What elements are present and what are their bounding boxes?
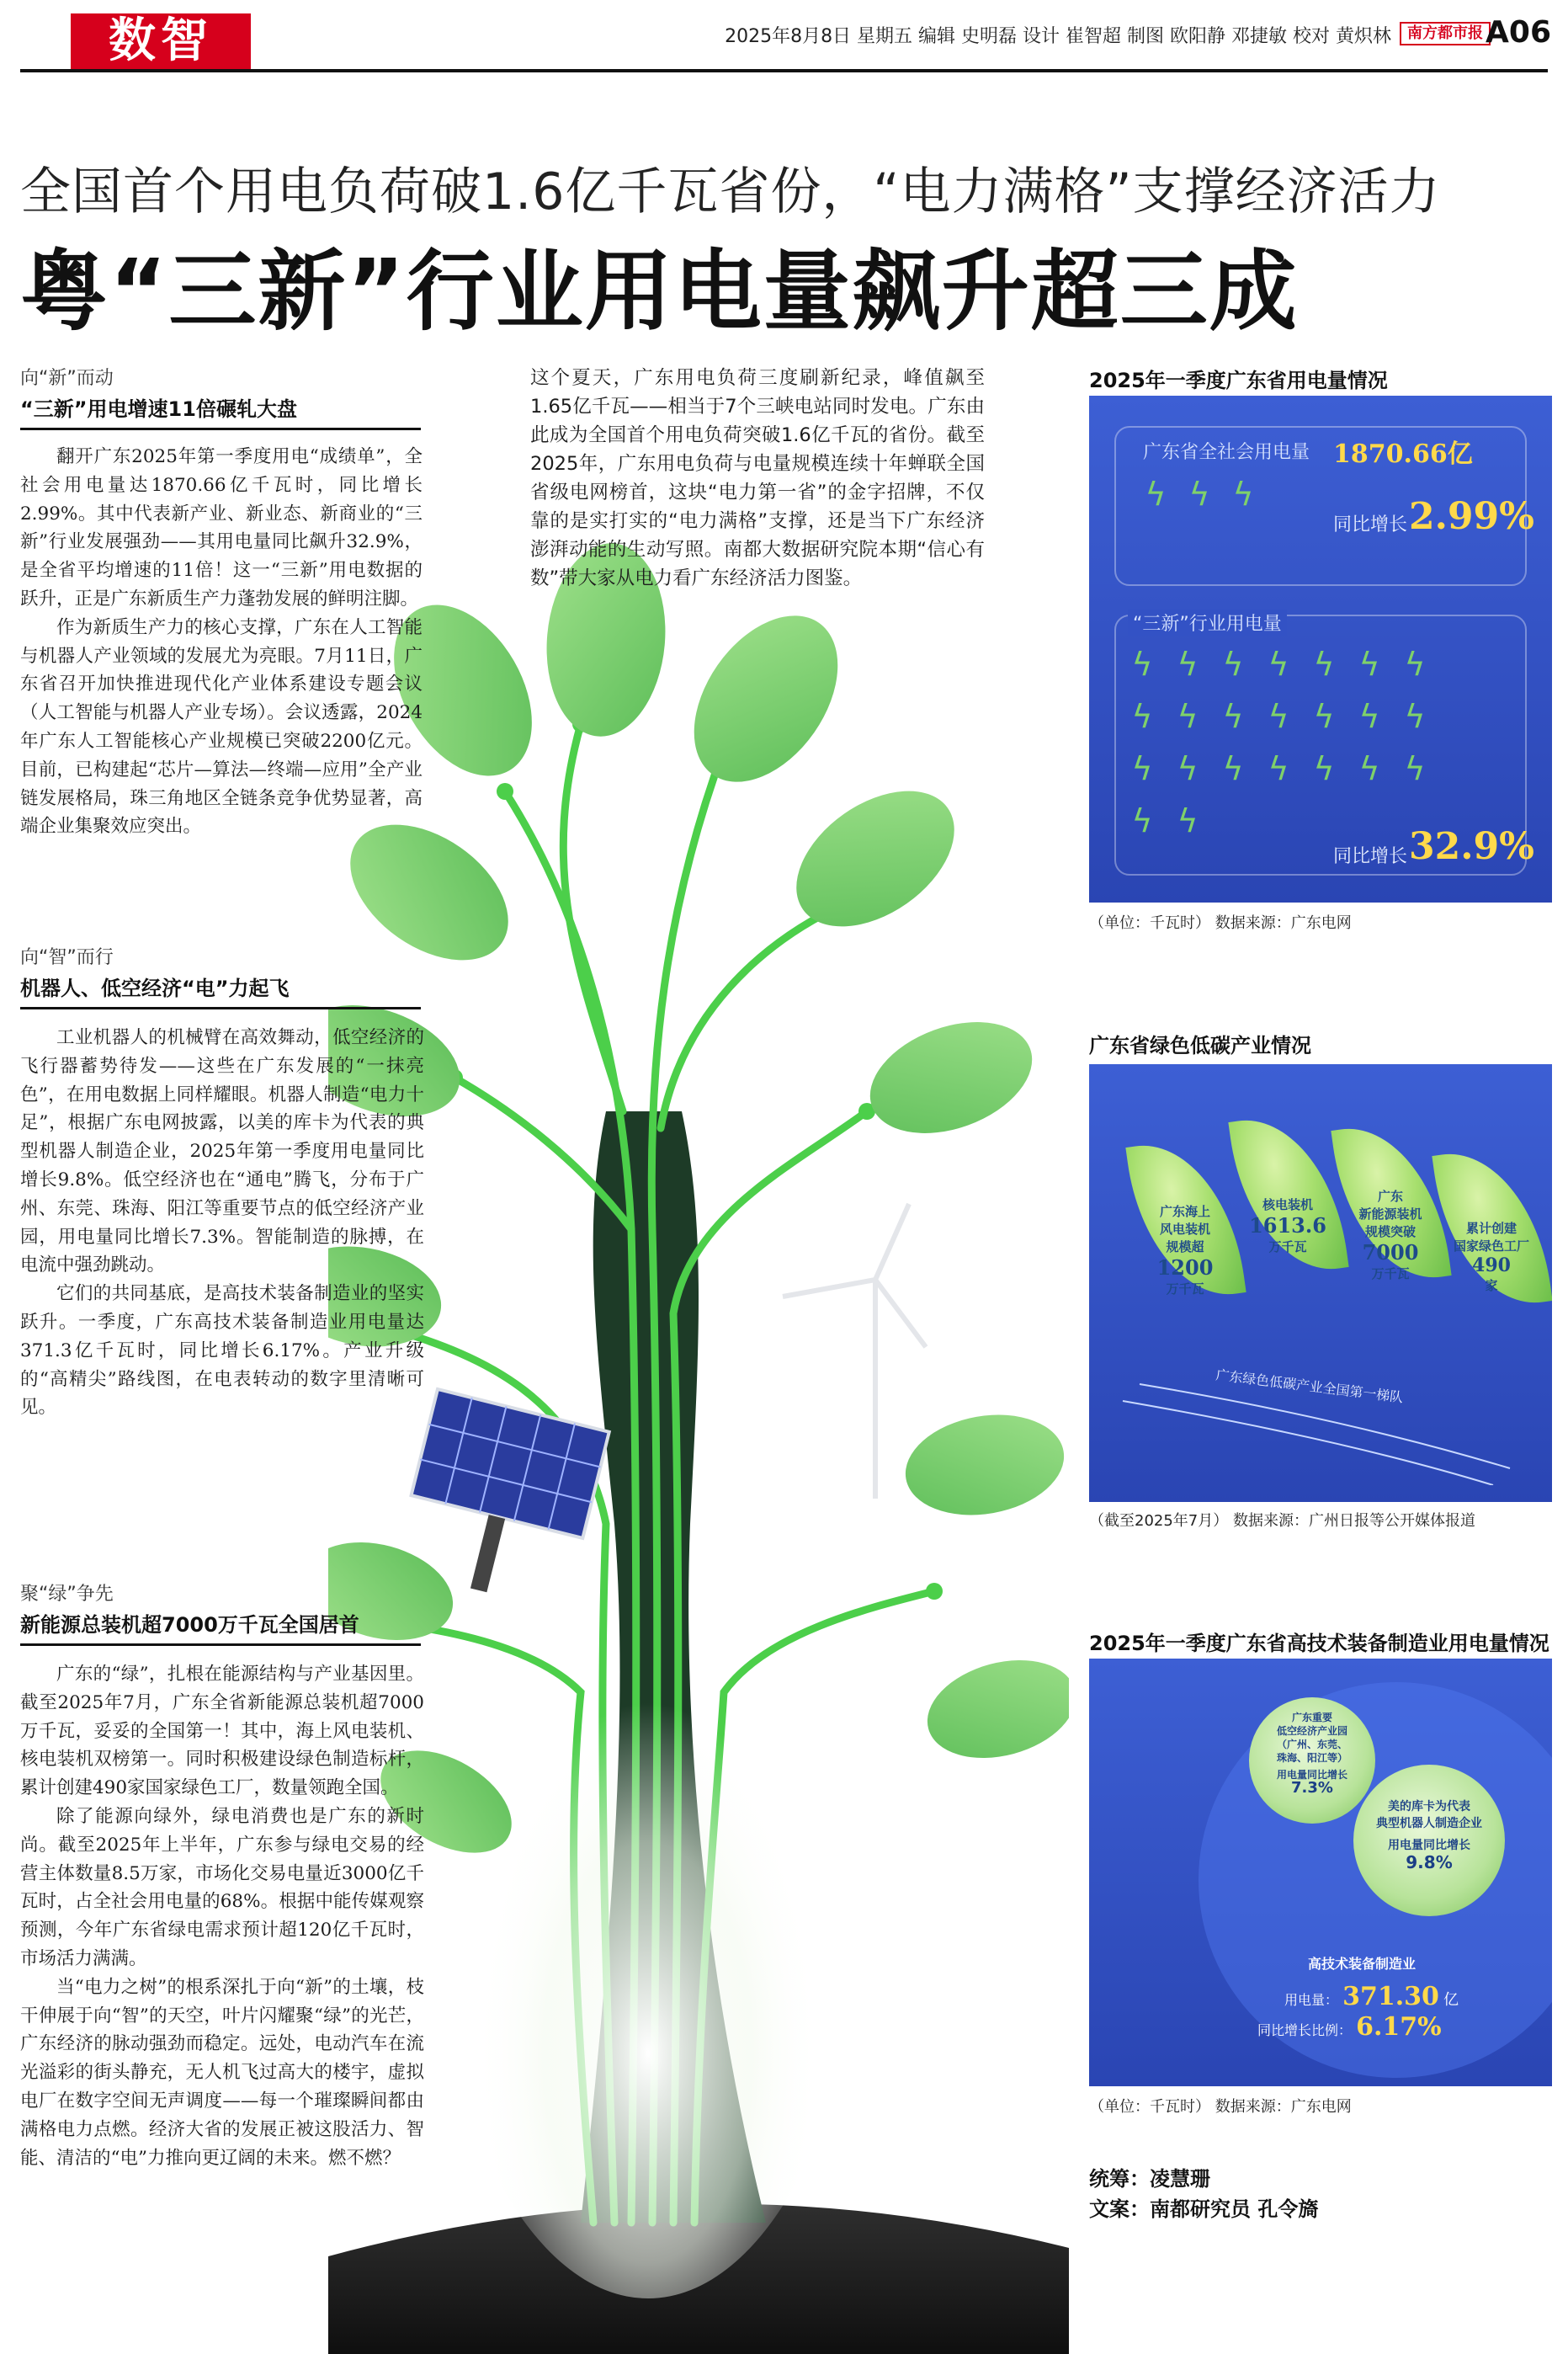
- leaf-unit: 万千瓦: [1268, 1239, 1307, 1254]
- bolt-icon: ϟ: [1131, 750, 1153, 787]
- newspaper-logo: 南方都市报: [1400, 22, 1491, 45]
- bubble-growth-label: 用电量同比增长: [1276, 1769, 1347, 1781]
- bubble-label: 广东重要: [1291, 1712, 1332, 1723]
- electricity-usage-panel: [1089, 396, 1552, 903]
- wind-turbine: [783, 1204, 926, 1499]
- section-2-body: [20, 1024, 424, 1422]
- leaf-value: 490: [1472, 1254, 1511, 1276]
- section-3-paragraph: 除了能源向绿外，绿电消费也是广东的新时尚。截至2025年上半年，广东参与绿电交易的经营主体数量8.5万家，市场化交易电量近3000亿千瓦时，占全社会用电量的68%。根据中能传媒观察预测，今年广东省绿电需求预计超120亿千瓦时，市场活力满满。: [20, 1805, 424, 1969]
- high-tech-panel: [1089, 1659, 1552, 2086]
- bolt-icon: ϟ: [1177, 750, 1199, 787]
- bolt-icon: ϟ: [1404, 646, 1426, 683]
- sanxin-usage-label: “三新”行业用电量: [1128, 610, 1287, 636]
- section-2-paragraph: 工业机器人的机械臂在高效舞动，低空经济的飞行器蓄势待发——这些在广东发展的“一抹亮色”，在用电数据上同样耀眼。机器人制造“电力十足”，根据广东电网披露，以美的库卡为代表的典型机器人制造企业，2025年第一季度用电量同比增长9.8%。低空经济也在“通电”腾飞，分布于广州、东莞、珠海、阳江等重要节点的低空经济产业园，用电量同比增长7.3%。智能制造的脉搏，在电流中强劲跳动。: [20, 1027, 424, 1276]
- growth-row: [1257, 2012, 1442, 2042]
- bubble-growth-value: 7.3%: [1291, 1779, 1333, 1797]
- leaf-label: 规模超: [1166, 1239, 1204, 1254]
- section-1-body: [20, 443, 423, 841]
- bolt-icon: ϟ: [1188, 476, 1210, 513]
- section-3-paragraph: 当“电力之树”的根系深扎于向“新”的土壤，枝干伸展于向“智”的天空，叶片闪耀聚“绿”的光芒，广东经济的脉动强劲而稳定。远处，电动汽车在流光溢彩的街头静充，无人机飞过高大的楼宇，虚拟电厂在数字空间无声调度——每一个璀璨瞬间都由满格电力点燃。经济大省的发展正被这股活力、智能、清洁的“电”力推向更辽阔的未来。燃不燃？: [20, 1976, 424, 2169]
- page-number: A06: [1486, 15, 1551, 50]
- panel-1-caption: （单位：千瓦时） 数据来源：广东电网: [1089, 914, 1352, 932]
- usage-value: 371.30: [1342, 1982, 1439, 2011]
- section-1-rule: [20, 428, 421, 430]
- section-2-rule: [20, 1007, 421, 1009]
- panel-3-title: 2025年一季度广东省高技术装备制造业用电量情况: [1089, 1632, 1549, 1655]
- section-1-paragraph: 翻开广东2025年第一季度用电“成绩单”，全社会用电量达1870.66亿千瓦时，同比增长2.99%。其中代表新产业、新业态、新商业的“三新”行业发展强劲——其用电量同比飙升32.9%，是全省平均增速的11倍！这一“三新”用电数据的跃升，正是广东新质生产力蓬勃发展的鲜明注脚。: [20, 446, 423, 610]
- leaf-label: 新能源装机: [1358, 1206, 1422, 1222]
- bolt-icon: ϟ: [1313, 750, 1335, 787]
- leaf-label: 规模突破: [1364, 1224, 1416, 1239]
- leaf-label: 核电装机: [1262, 1197, 1313, 1212]
- bubble-label: 低空经济产业园: [1276, 1725, 1347, 1737]
- bolt-icon: ϟ: [1268, 698, 1289, 735]
- sanxin-bolts: [1129, 645, 1517, 854]
- masthead-rule: [20, 69, 1548, 72]
- robot-text: [1353, 1798, 1505, 1871]
- arc-text: 广东绿色低碳产业全国第一梯队: [1215, 1366, 1405, 1406]
- bolt-icon: ϟ: [1313, 646, 1335, 683]
- section-3-title: 新能源总装机超7000万千瓦全国居首: [20, 1613, 359, 1637]
- section-1-title: “三新”用电增速11倍碾轧大盘: [20, 397, 297, 421]
- total-usage-label: 广东省全社会用电量: [1143, 442, 1310, 463]
- leaf-label: 累计创建: [1465, 1221, 1517, 1236]
- panel-1-title: 2025年一季度广东省用电量情况: [1089, 369, 1388, 392]
- bolt-icon: ϟ: [1232, 476, 1254, 513]
- bolt-icon: ϟ: [1268, 750, 1289, 787]
- bolt-icon: ϟ: [1131, 698, 1153, 735]
- section-1-kicker: 向“新”而动: [20, 368, 114, 389]
- bolt-icon: ϟ: [1145, 476, 1167, 513]
- usage-unit: 亿: [1443, 1991, 1459, 2009]
- leaf-label: 广东: [1377, 1189, 1403, 1204]
- panel-2-caption: （截至2025年7月） 数据来源：广州日报等公开媒体报道: [1089, 1512, 1475, 1530]
- leaf-unit: 万千瓦: [1371, 1266, 1410, 1281]
- bolt-icon: ϟ: [1131, 802, 1153, 839]
- total-usage-bolts: [1143, 477, 1256, 512]
- bolt-icon: ϟ: [1358, 750, 1380, 787]
- bubble-label: 典型机器人制造企业: [1376, 1817, 1482, 1830]
- total-growth-value: 2.99%: [1409, 495, 1534, 538]
- leaf-nuclear-text: [1241, 1196, 1335, 1255]
- sanxin-growth-label: 同比增长: [1333, 846, 1408, 867]
- leaf-label: 风电装机: [1159, 1222, 1210, 1237]
- usage-row: [1284, 1982, 1459, 2011]
- bolt-icon: ϟ: [1404, 698, 1426, 735]
- total-usage-value: 1870.66亿: [1333, 439, 1473, 469]
- bolt-icon: ϟ: [1222, 646, 1244, 683]
- kicker-headline: 全国首个用电负荷破1.6亿千瓦省份，“电力满格”支撑经济活力: [20, 162, 1441, 221]
- bolt-icon: ϟ: [1313, 698, 1335, 735]
- main-headline: 粤“三新”行业用电量飙升超三成: [20, 240, 1299, 343]
- green-industry-panel: [1089, 1064, 1552, 1502]
- section-3-paragraph: 广东的“绿”，扎根在能源结构与产业基因里。截至2025年7月，广东全省新能源总装机超7000万千瓦，妥妥的全国第一！其中，海上风电装机、核电装机双榜第一。同时积极建设绿色制造标杆，累计创建490家国家绿色工厂，数量领跑全国。: [20, 1664, 424, 1799]
- leaf-label: 国家绿色工厂: [1453, 1238, 1529, 1254]
- section-tag: 数智: [71, 13, 251, 69]
- bubble-growth-label: 用电量同比增长: [1388, 1839, 1470, 1852]
- bolt-icon: ϟ: [1268, 646, 1289, 683]
- bubble-label: 美的库卡为代表: [1388, 1800, 1470, 1813]
- panel-3-caption: （单位：千瓦时） 数据来源：广东电网: [1089, 2098, 1352, 2116]
- growth-value: 6.17%: [1356, 2012, 1442, 2042]
- total-growth-label: 同比增长: [1333, 514, 1408, 535]
- section-2-kicker: 向“智”而行: [20, 947, 114, 968]
- leaf-value: 1200: [1156, 1255, 1214, 1280]
- credits-writer: 文案：南都研究员 孔令旖: [1089, 2197, 1319, 2221]
- section-2-title: 机器人、低空经济“电”力起飞: [20, 977, 290, 1000]
- section-3-body: [20, 1660, 424, 2172]
- bolt-icon: ϟ: [1404, 750, 1426, 787]
- leaf-value: 7000: [1362, 1240, 1419, 1265]
- intro-paragraph: 这个夏天，广东用电负荷三度刷新纪录，峰值飙至1.65亿千瓦——相当于7个三峡电站同时发电。广东由此成为全国首个用电负荷突破1.6亿千瓦的省份。截至2025年，广东用电负荷与电量规模连续十年蝉联全国省级电网榜首，这块“电力第一省”的金字招牌，不仅靠的是实打实的“电力满格”支撑，还是当下广东经济澎湃动能的生动写照。南都大数据研究院本期“信心有数”带大家从电力看广东经济活力图鉴。: [530, 367, 985, 589]
- low-altitude-text: [1249, 1711, 1375, 1795]
- bubble-growth-value: 9.8%: [1406, 1852, 1453, 1872]
- bolt-icon: ϟ: [1177, 802, 1199, 839]
- growth-label: 同比增长比例：: [1257, 2022, 1353, 2038]
- bolt-icon: ϟ: [1358, 646, 1380, 683]
- power-tree-illustration: [328, 471, 1069, 2354]
- section-1-paragraph: 作为新质生产力的核心支撑，广东在人工智能与机器人产业领域的发展尤为亮眼。7月11日，广东省召开加快推进现代化产业体系建设专题会议（人工智能与机器人产业专场）。会议透露，2024年广东人工智能核心产业规模已突破2200亿元。目前，已构建起“芯片—算法—终端—应用”全产业链发展格局，珠三角地区全链条竞争优势显著，高端企业集聚效应突出。: [20, 616, 423, 838]
- credits-editor: 统筹：凌慧珊: [1089, 2167, 1210, 2191]
- leaf-label: 广东海上: [1159, 1204, 1210, 1219]
- bolt-icon: ϟ: [1222, 698, 1244, 735]
- leaf-green-factory-text: [1444, 1219, 1539, 1294]
- section-3-kicker: 聚“绿”争先: [20, 1584, 114, 1605]
- leaf-unit: 万千瓦: [1166, 1281, 1204, 1297]
- bubble-label: 珠海、阳江等）: [1276, 1752, 1347, 1764]
- issue-meta: 2025年8月8日 星期五 编辑 史明磊 设计 崔智超 制图 欧阳静 邓捷敏 校对 黄炽林: [725, 26, 1391, 47]
- bubble-label: （广州、东莞、: [1276, 1739, 1347, 1750]
- leaf-offshore-wind-text: [1138, 1202, 1232, 1297]
- bolt-icon: ϟ: [1131, 646, 1153, 683]
- usage-label: 用电量：: [1284, 1992, 1339, 2008]
- bolt-icon: ϟ: [1222, 750, 1244, 787]
- leaf-new-energy-text: [1343, 1187, 1438, 1282]
- high-tech-label: 高技术装备制造业: [1308, 1956, 1417, 1972]
- section-2-paragraph: 它们的共同基底，是高技术装备制造业的坚实跃升。一季度，广东高技术装备制造业用电量达371.3亿千瓦时，同比增长6.17%。产业升级的“高精尖”路线图，在电表转动的数字里清晰可见。: [20, 1283, 424, 1419]
- bolt-icon: ϟ: [1358, 698, 1380, 735]
- leaf-value: 1613.6: [1249, 1213, 1326, 1238]
- section-3-rule: [20, 1643, 421, 1646]
- bolt-icon: ϟ: [1177, 698, 1199, 735]
- masthead: [0, 0, 1568, 67]
- sanxin-growth-value: 32.9%: [1409, 825, 1534, 868]
- leaf-unit: 家: [1485, 1278, 1498, 1293]
- bolt-icon: ϟ: [1177, 646, 1199, 683]
- panel-2-title: 广东省绿色低碳产业情况: [1089, 1034, 1311, 1057]
